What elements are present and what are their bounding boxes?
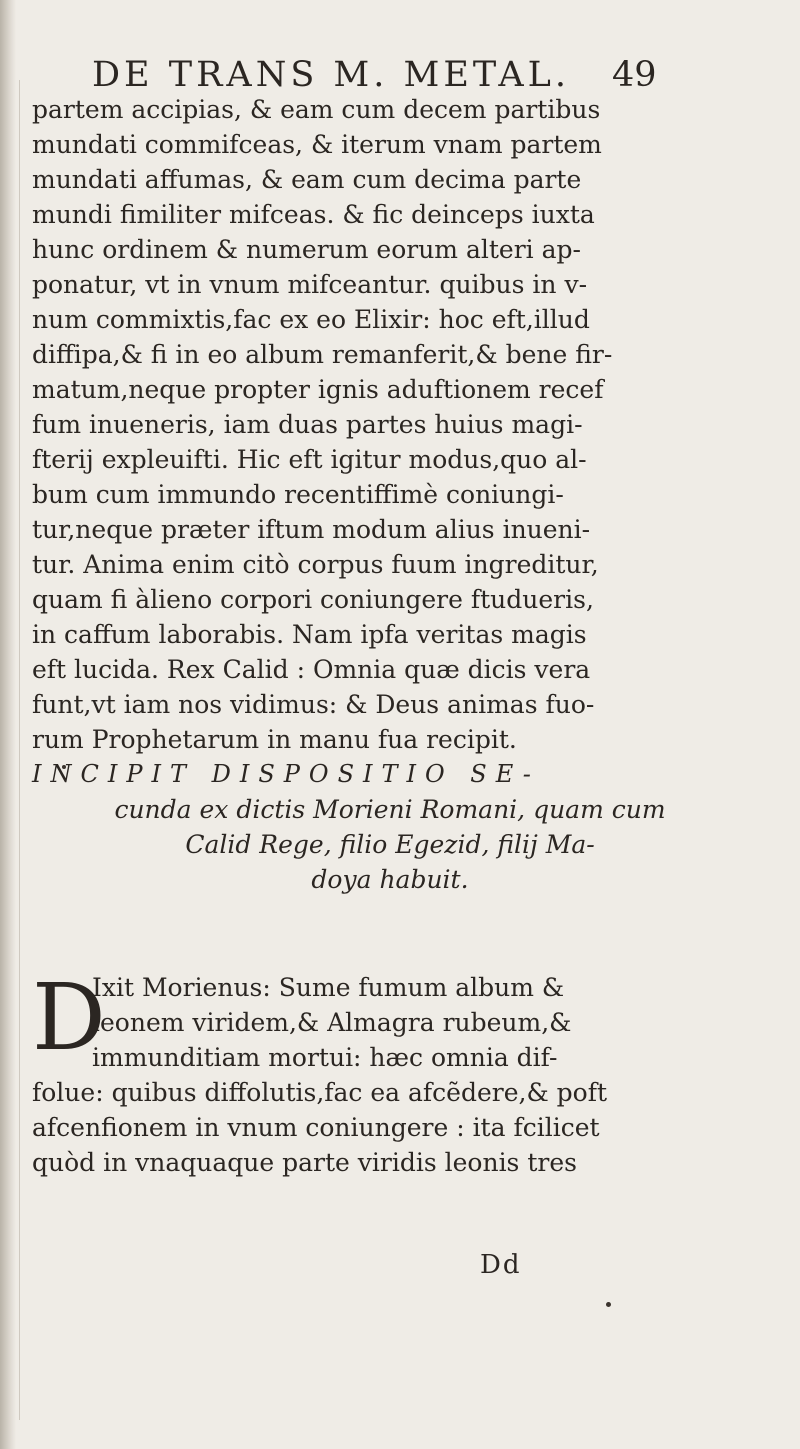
text-line: funt,vt iam nos vidimus: & Deus animas fuo- — [32, 690, 595, 719]
text-line: matum,neque propter ignis aduftionem recef — [32, 375, 604, 404]
text-line: folue: quibus diffolutis,fac ea afcẽdere,& poft — [32, 1078, 608, 1107]
ink-speck — [606, 1302, 611, 1307]
text-line: rum Prophetarum in manu fua recipit. — [32, 725, 517, 754]
text-line: afcenfionem in vnum coniungere : ita fcilicet — [32, 1113, 600, 1142]
section-heading-line: cunda ex dictis Morieni Romani, quam cum — [114, 795, 666, 824]
text-line: ponatur, vt in vnum mifceantur. quibus in v- — [32, 270, 588, 299]
text-line: diffipa,& fi in eo album remanferit,& bene fir- — [32, 340, 613, 369]
main-text — [32, 92, 748, 897]
page-number: 49 — [612, 55, 657, 95]
text-line: hunc ordinem & numerum eorum alteri ap- — [32, 235, 581, 264]
paragraph-two — [32, 964, 748, 1180]
text-line: in caffum laborabis. Nam ipfa veritas magis — [32, 620, 587, 649]
text-line: quòd in vnaquaque parte viridis leonis tres — [32, 1148, 577, 1177]
text-line: quam fi àlieno corpori coniungere ftudueris, — [32, 585, 594, 614]
text-line: Ixit Morienus: Sume fumum album & — [92, 973, 565, 1002]
text-line: bum cum immundo recentiffimè coniungi- — [32, 480, 564, 509]
text-line: eft lucida. Rex Calid : Omnia quæ dicis vera — [32, 655, 591, 684]
section-heading-line: Calid Rege, filio Egezid, filij Ma- — [185, 830, 595, 859]
text-line: fum inueneris, iam duas partes huius magi- — [32, 410, 583, 439]
text-line: num commixtis,fac ex eo Elixir: hoc eft,illud — [32, 305, 590, 334]
text-line: leonem viridem,& Almagra rubeum,& — [92, 1008, 572, 1037]
text-line: partem accipias, & eam cum decem partibus — [32, 95, 601, 124]
running-title: DE TRANS M. METAL. — [92, 55, 570, 95]
text-line: immunditiam mortui: hæc omnia dif- — [92, 1043, 558, 1072]
section-heading: INCIPIT DISPOSITIO SE- — [32, 760, 540, 788]
text-line: tur,neque præter iftum modum alius inueni- — [32, 515, 591, 544]
section-heading-line: doya habuit. — [311, 865, 469, 894]
margin-rule — [19, 80, 20, 1420]
drop-cap: D — [32, 964, 106, 1071]
text-line: mundati affumas, & eam cum decima parte — [32, 165, 582, 194]
text-line: fterij expleuifti. Hic eft igitur modus,quo al- — [32, 445, 587, 474]
page-gutter-shadow — [0, 0, 16, 1449]
text-line: tur. Anima enim citò corpus fuum ingreditur, — [32, 550, 599, 579]
signature-mark: Dd — [480, 1250, 522, 1280]
text-line: mundati commifceas, & iterum vnam partem — [32, 130, 602, 159]
text-line: mundi fimiliter mifceas. & fic deinceps iuxta — [32, 200, 595, 229]
